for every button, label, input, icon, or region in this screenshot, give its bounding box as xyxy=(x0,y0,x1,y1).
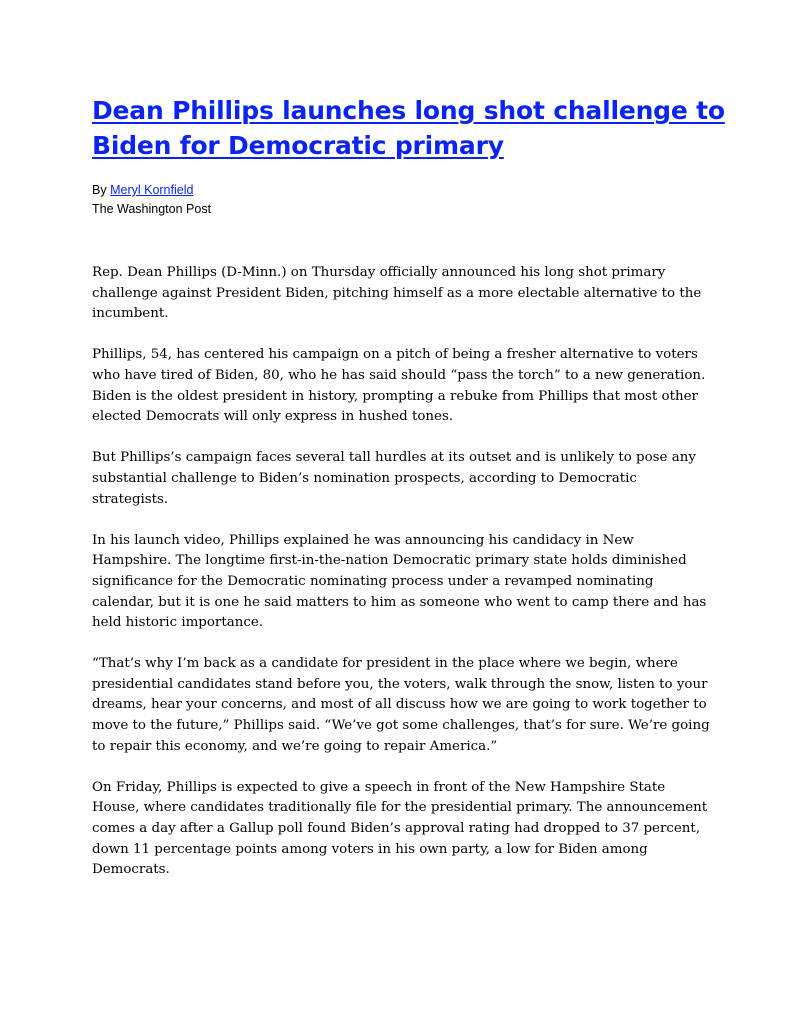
article-paragraph: “That’s why I’m back as a candidate for president in the place where we begin, where presidential candidates stand before you, the voters, walk through the snow, listen to your dreams, hear your concerns, and most of all discuss how we are going to work together to move to the future,” Phillips said. “We’ve got some challenges, that’s for sure. We’re going to repair this economy, and we’re going to repair America.” xyxy=(92,656,710,754)
headline-link[interactable]: Dean Phillips launches long shot challenge to Biden for Democratic primary xyxy=(92,96,725,160)
byline-label: By xyxy=(92,183,107,197)
article-paragraph: But Phillips’s campaign faces several tall hurdles at its outset and is unlikely to pose any substantial challenge to Biden’s nomination prospects, according to Democratic strategists. xyxy=(92,450,696,507)
author-link[interactable]: Meryl Kornfield xyxy=(110,183,194,197)
publication-name: The Washington Post xyxy=(92,202,212,216)
article-paragraph: Rep. Dean Phillips (D-Minn.) on Thursday officially announced his long shot primary challenge against President Biden, pitching himself as a more electable alternative to the incumbent. xyxy=(92,265,702,322)
article-paragraph: In his launch video, Phillips explained he was announcing his candidacy in New Hampshire. The longtime first-in-the-nation Democratic primary state holds diminished significance for the Democratic nominating process under a revamped nominating calendar, but it is one he said matters to him as someone who went to camp there and has held historic importance. xyxy=(92,532,707,631)
byline xyxy=(92,181,211,219)
article-headline xyxy=(92,93,732,163)
article-body xyxy=(92,263,712,901)
article-paragraph: On Friday, Phillips is expected to give a speech in front of the New Hampshire State House, where candidates traditionally file for the presidential primary. The announcement comes a day after a Gallup poll found Biden’s approval rating had dropped to 37 percent, down 11 percentage points among voters in his own party, a low for Biden among Democrats. xyxy=(92,779,708,878)
article-paragraph: Phillips, 54, has centered his campaign on a pitch of being a fresher alternative to voters who have tired of Biden, 80, who he has said should “pass the torch” to a new generation. Biden is the oldest president in history, prompting a rebuke from Phillips that most other elected Democrats will only express in hushed tones. xyxy=(92,347,706,425)
